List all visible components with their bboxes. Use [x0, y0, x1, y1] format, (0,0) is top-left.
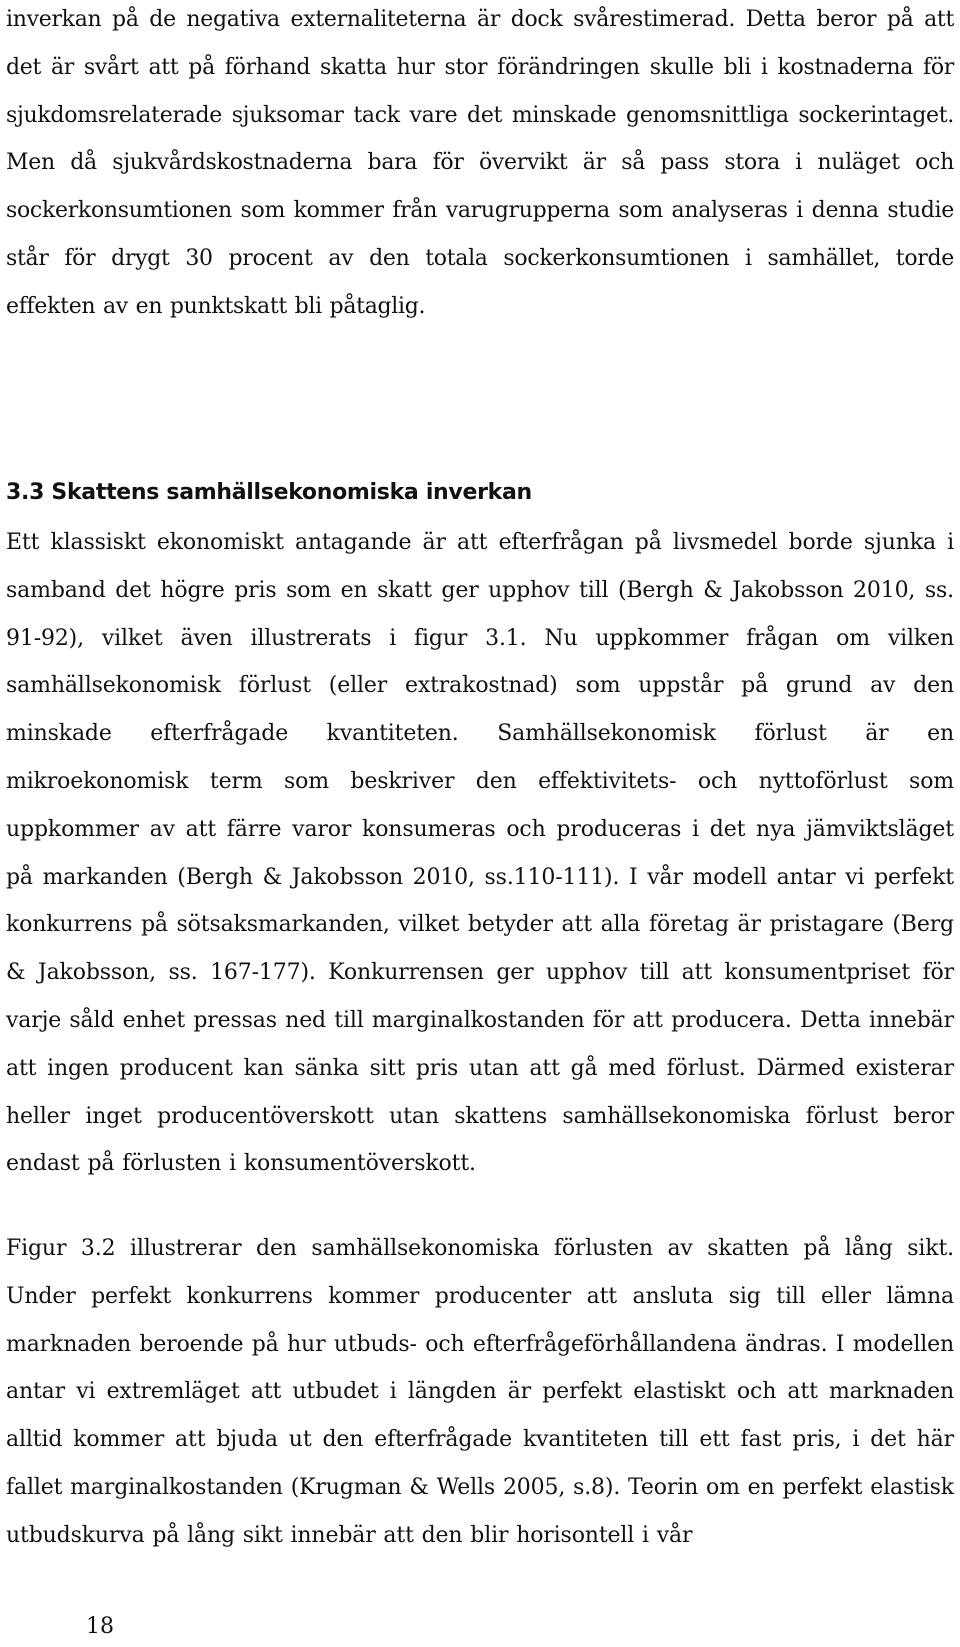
- paragraph-figure-description: Figur 3.2 illustrerar den samhällsekonomiska förlusten av skatten på lång sikt. Under perfekt konkurrens kommer producenter att ansluta sig till eller lämna marknaden beroende på hur utbuds- och efterfrågeförhållandena ändras. I modellen antar vi extremläget att utbudet i längden är perfekt elastiskt och att marknaden alltid kommer att bjuda ut den efterfrågade kvantiteten till ett fast pris, i det här fallet marginalkostanden (Krugman & Wells 2005, s.8). Teorin om en perfekt elastisk utbudskurva på lång sikt innebär att den blir horisontell i vår: [6, 1236, 954, 1548]
- page-number: 18: [86, 1614, 114, 1639]
- paragraph-externalities: inverkan på de negativa externaliteterna är dock svårestimerad. Detta beror på att det är svårt att på förhand skatta hur stor förändringen skulle bli i kostnaderna för sjukdomsrelaterade sjuksomar tack vare det minskade genomsnittliga sockerintaget. Men då sjukvårdskostnaderna bara för övervikt är så pass stora i nuläget och sockerkonsumtionen som kommer från varugrupperna som analyseras i denna studie står för drygt 30 procent av den totala sockerkonsumtionen i samhället, torde effekten av en punktskatt bli påtaglig.: [6, 7, 954, 319]
- section-heading: 3.3 Skattens samhällsekonomiska inverkan: [6, 480, 532, 505]
- paragraph-welfare-loss: Ett klassiskt ekonomiskt antagande är att efterfrågan på livsmedel borde sjunka i samband det högre pris som en skatt ger upphov till (Bergh & Jakobsson 2010, ss. 91-92), vilket även illustrerats i figur 3.1. Nu uppkommer frågan om vilken samhällsekonomisk förlust (eller extrakostnad) som uppstår på grund av den minskade efterfrågade kvantiteten. Samhällsekonomisk förlust är en mikroekonomisk term som beskriver den effektivitets- och nyttoförlust som uppkommer av att färre varor konsumeras och produceras i det nya jämviktsläget på markanden (Bergh & Jakobsson 2010, ss.110-111). I vår modell antar vi perfekt konkurrens på sötsaksmarkanden, vilket betyder att alla företag är pristagare (Berg & Jakobsson, ss. 167-177). Konkurrensen ger upphov till att konsumentpriset för varje såld enhet pressas ned till marginalkostanden för att producera. Detta innebär att ingen producent kan sänka sitt pris utan att gå med förlust. Därmed existerar heller inget producentöverskott utan skattens samhällsekonomiska förlust beror endast på förlusten i konsumentöverskott.: [6, 530, 954, 1177]
